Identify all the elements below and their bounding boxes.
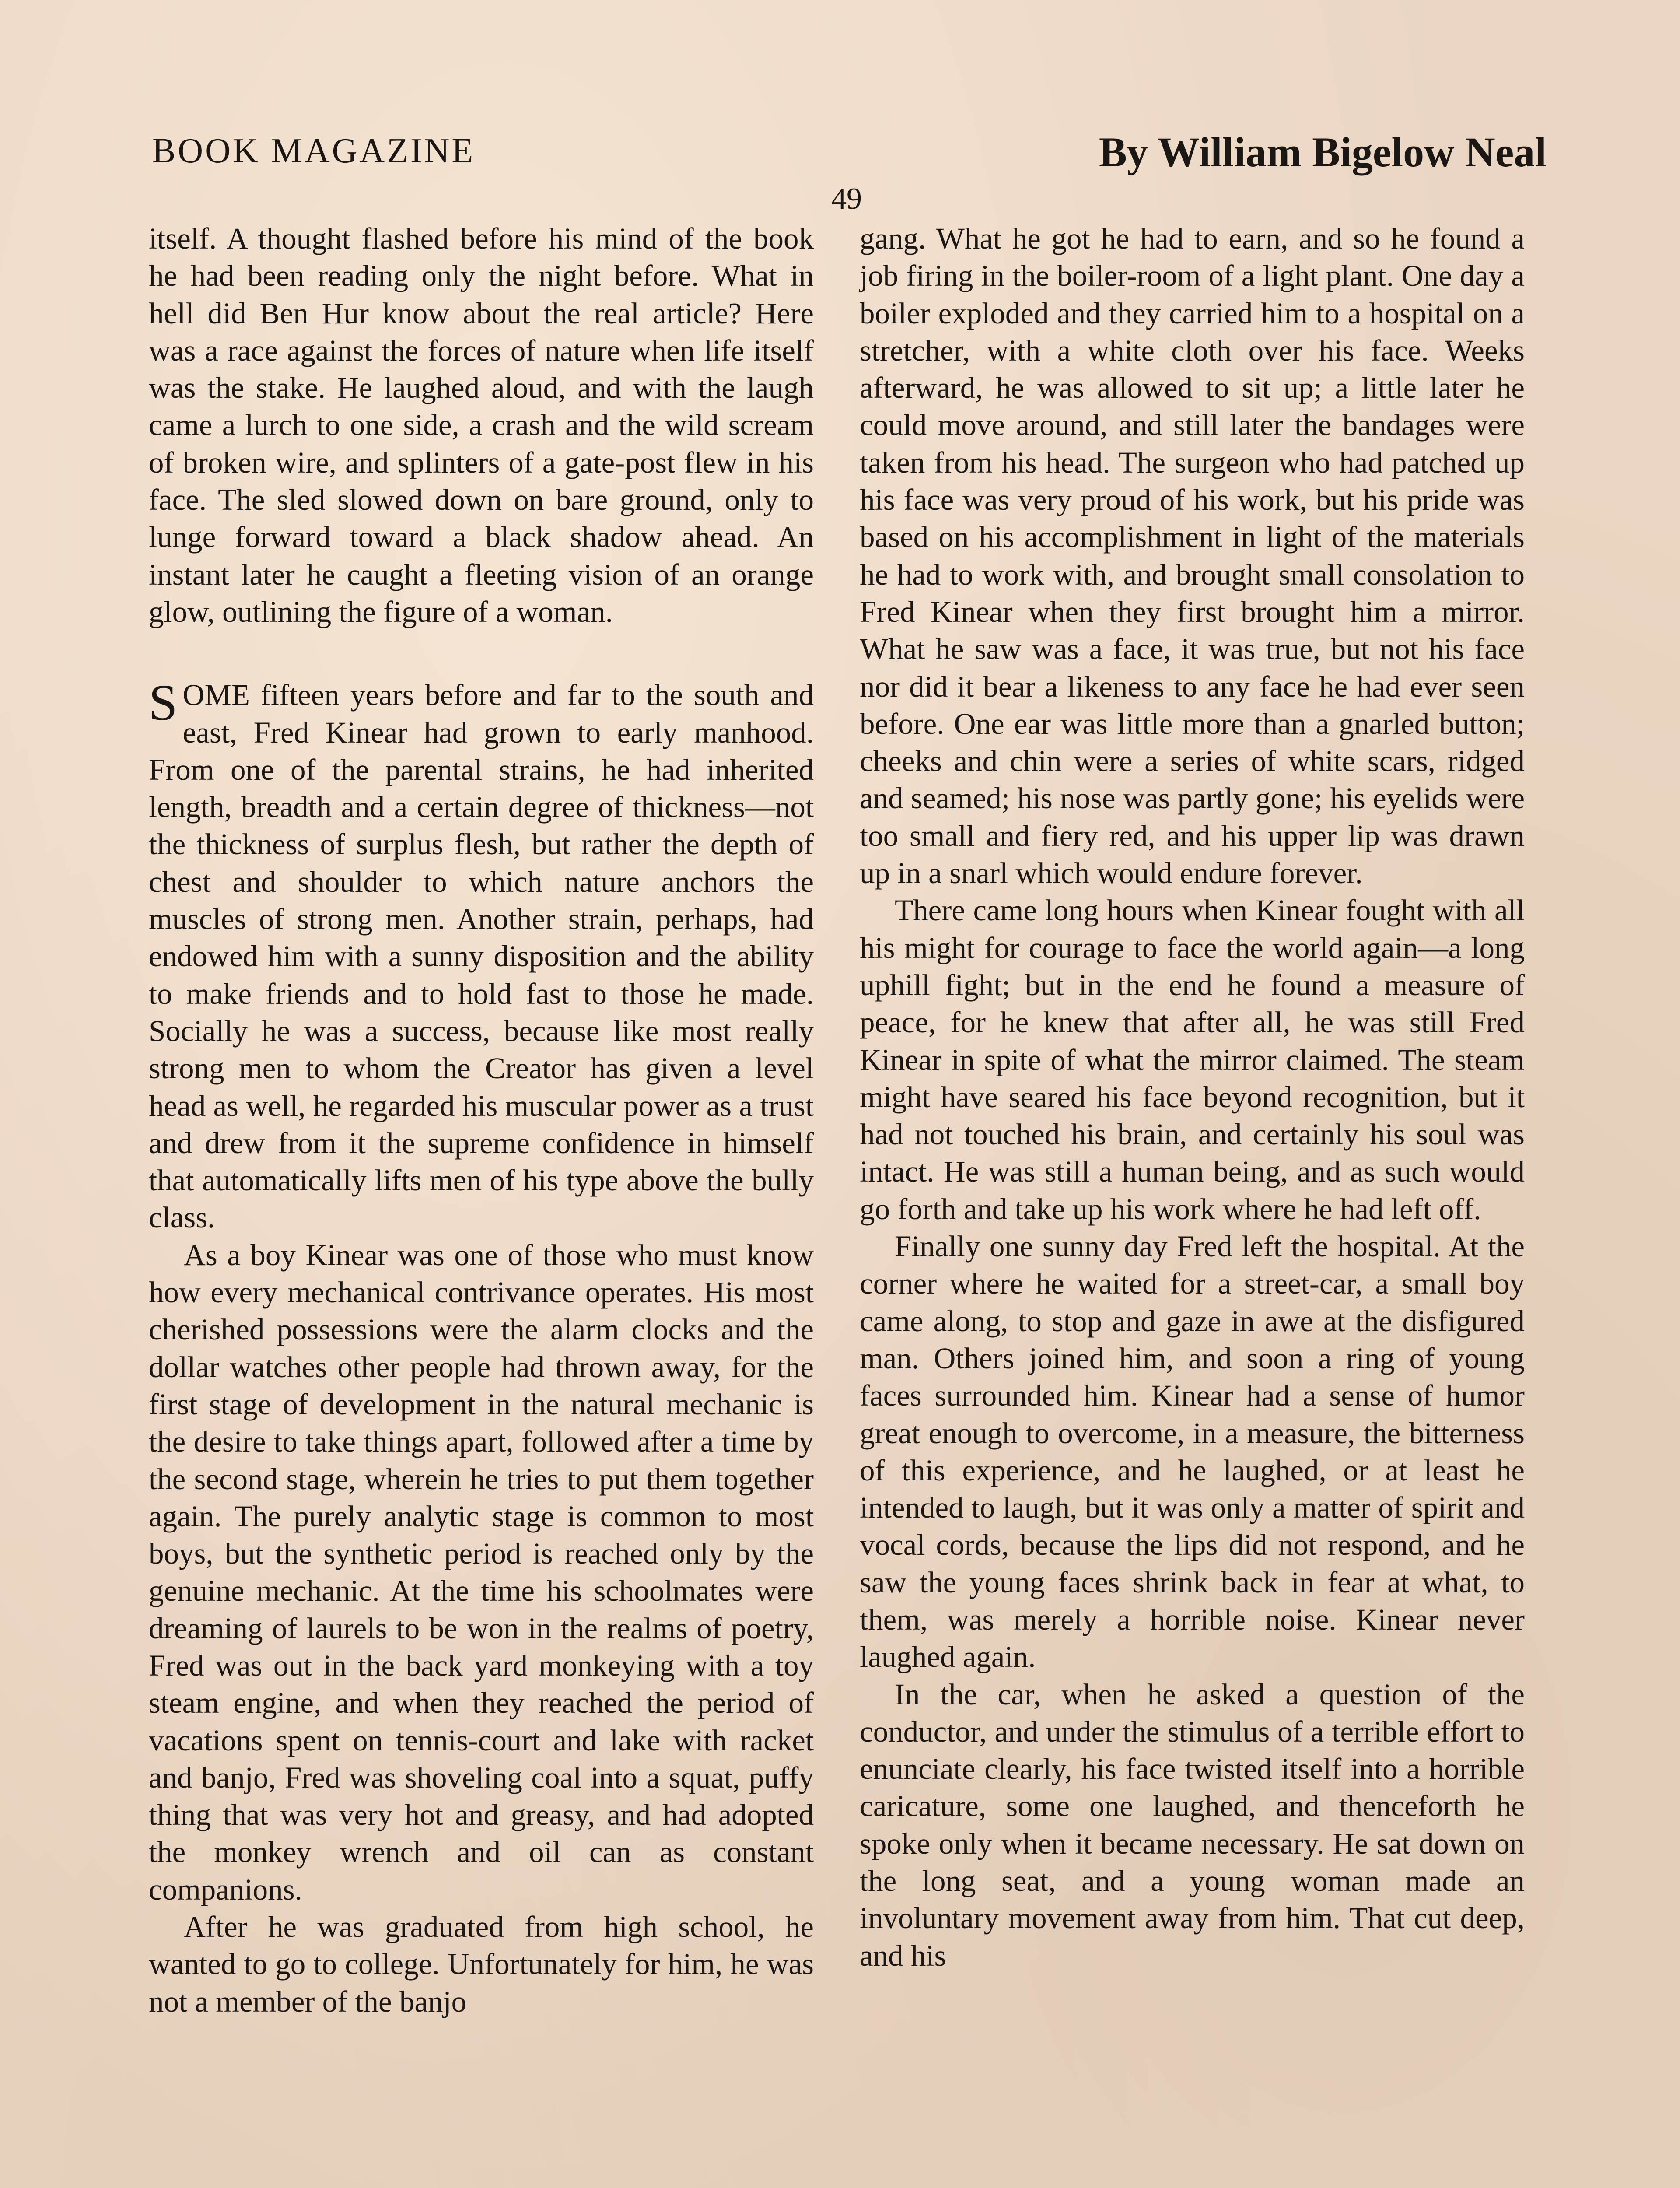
paragraph: As a boy Kinear was one of those who must know how every mechanical contrivance operates. His most cherished possessions were the alarm clocks and the dollar watches other people had thrown away, for the first stage of development in the natural mechanic is the desire to take things apart, followed after a time by the second stage, wherein he tries to put them together again. The purely analytic stage is common to most boys, but the synthetic period is reached only by the genuine mechanic. At the time his schoolmates were dreaming of laurels to be won in the realms of poetry, Fred was out in the back yard monkeying with a toy steam engine, and when they reached the period of vacations spent on tennis-court and lake with racket and banjo, Fred was shoveling coal into a squat, puffy thing that was very hot and greasy, and had adopted the monkey wrench and oil can as constant companions. <box>149 1238 814 1906</box>
right-column <box>860 220 1525 1974</box>
drop-cap: S <box>149 674 178 732</box>
lead-in-text: OME <box>182 678 250 712</box>
section-break <box>149 631 814 677</box>
paragraph-with-dropcap <box>149 674 814 1236</box>
paragraph: There came long hours when Kinear fought with all his might for courage to face the world again—a long uphill fight; but in the end he found a measure of peace, for he knew that after all, he was still Fred Kinear in spite of what the mirror claimed. The steam might have seared his face beyond recognition, but it had not touched his brain, and certainly his soul was intact. He was still a human being, and as such would go forth and take up his work where he had left off. <box>860 894 1525 1226</box>
left-column <box>149 220 814 2020</box>
page-number: 49 <box>831 182 862 216</box>
magazine-title: BOOK MAGAZINE <box>152 132 476 170</box>
paragraph: Finally one sunny day Fred left the hospital. At the corner where he waited for a street-car, a small boy came along, to stop and gaze in awe at the disfigured man. Others joined him, and soon a ring of young faces surrounded him. Kinear had a sense of humor great enough to overcome, in a measure, the bitterness of this experience, and he laughed, or at least he intended to laugh, but it was only a matter of spirit and vocal cords, because the lips did not respond, and he saw the young faces shrink back in fear at what, to them, was merely a horrible noise. Kinear never laughed again. <box>860 1230 1525 1674</box>
paragraph: gang. What he got he had to earn, and so he found a job firing in the boiler-room of a light plant. One day a boiler exploded and they carried him to a hospital on a stretcher, with a white cloth over his face. Weeks afterward, he was allowed to sit up; a little later he could move around, and still later the bandages were taken from his head. The surgeon who had patched up his face was very proud of his work, but his pride was based on his accomplishment in light of the materials he had to work with, and brought small consolation to Fred Kinear when they first brought him a mirror. What he saw was a face, it was true, but not his face nor did it bear a likeness to any face he had ever seen before. One ear was little more than a gnarled button; cheeks and chin were a series of white scars, ridged and seamed; his nose was partly gone; his eyelids were too small and fiery red, and his upper lip was drawn up in a snarl which would endure forever. <box>860 222 1525 890</box>
paragraph: itself. A thought flashed before his mind of the book he had been reading only the night before. What in hell did Ben Hur know about the real article? Here was a race against the forces of nature when life itself was the stake. He laughed aloud, and with the laugh came a lurch to one side, a crash and the wild scream of broken wire, and splinters of a gate-post flew in his face. The sled slowed down on bare ground, only to lunge forward toward a black shadow ahead. An instant later he caught a fleeting vision of an orange glow, outlining the figure of a woman. <box>149 222 814 628</box>
paragraph-body: fifteen years before and far to the south and east, Fred Kinear had grown to early manhood. From one of the parental strains, he had inherited length, breadth and a certain degree of thickness—not the thickness of surplus flesh, but rather the depth of chest and shoulder to which nature anchors the muscles of strong men. Another strain, perhaps, had endowed him with a sunny disposition and the ability to make friends and to hold fast to those he made. Socially he was a success, because like most really strong men to whom the Creator has given a level head as well, he regarded his muscular power as a trust and drew from it the supreme confidence in himself that automatically lifts men of his type above the bully class. <box>149 678 814 1234</box>
byline: By William Bigelow Neal <box>1099 129 1547 175</box>
paragraph: After he was graduated from high school, he wanted to go to college. Unfortunately for him, he was not a member of the banjo <box>149 1910 814 2018</box>
paragraph: In the car, when he asked a question of the conductor, and under the stimulus of a terrible effort to enunciate clearly, his face twisted itself into a horrible caricature, some one laughed, and thenceforth he spoke only when it became necessary. He sat down on the long seat, and a young woman made an involuntary movement away from him. That cut deep, and his <box>860 1677 1525 1972</box>
